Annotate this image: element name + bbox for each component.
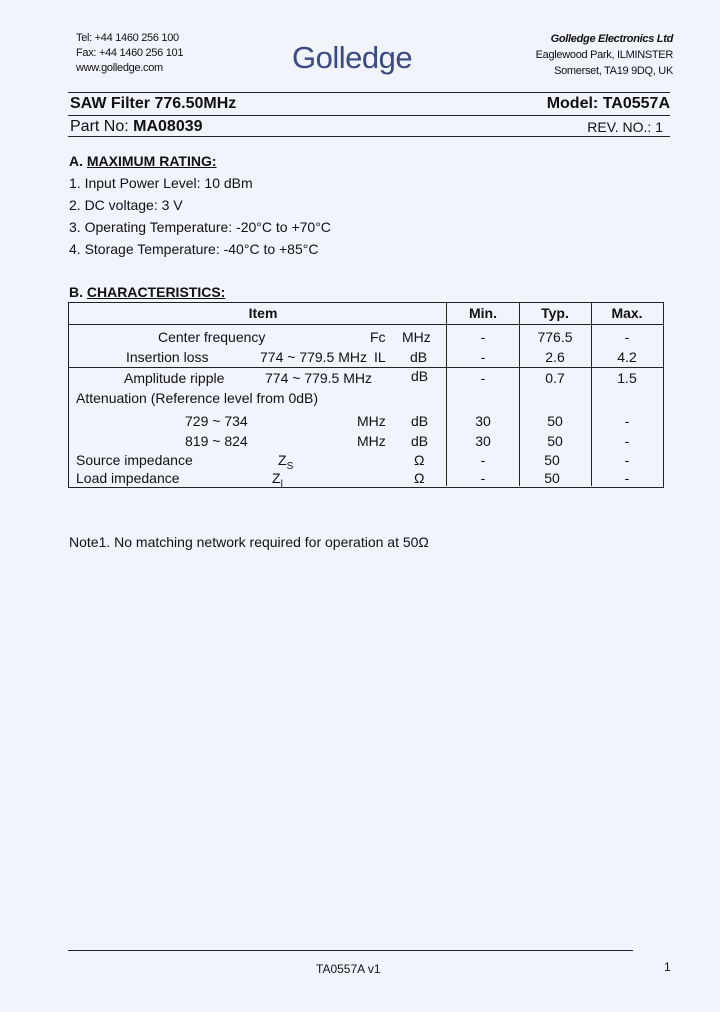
- row-insertion-typ: 2.6: [545, 349, 565, 365]
- header-typ: Typ.: [541, 305, 569, 321]
- header-top-rule: [68, 92, 670, 93]
- row-ripple-typ: 0.7: [545, 370, 565, 386]
- row-att1-max: -: [624, 413, 630, 429]
- rating-item: 2. DC voltage: 3 V: [69, 197, 183, 213]
- part-value: MA08039: [133, 118, 203, 135]
- row-center-typ: 776.5: [537, 329, 573, 345]
- footer-doc-id: TA0557A v1: [316, 962, 381, 976]
- row-insertion-max: 4.2: [617, 349, 637, 365]
- table-col-divider: [446, 302, 447, 486]
- row-load-unit: Ω: [414, 470, 425, 486]
- row-att2-range: 819 ~ 824: [185, 433, 248, 449]
- row-insertion-name: Insertion loss: [126, 349, 209, 365]
- row-source-unit: Ω: [414, 452, 425, 468]
- row-source-symbol: $Z_S$: [278, 452, 294, 472]
- rating-item: 4. Storage Temperature: -40°C to +85°C: [69, 241, 319, 257]
- note-text: Note1. No matching network required for operation at 50Ω: [69, 534, 429, 550]
- row-load-min: -: [480, 470, 486, 486]
- row-insertion-cond: 774 ~ 779.5 MHz: [260, 349, 368, 365]
- row-ripple-cond: 774 ~ 779.5 MHz: [265, 370, 373, 386]
- section-a-heading: A. MAXIMUM RATING:: [69, 153, 217, 169]
- row-att2-max: -: [624, 433, 630, 449]
- row-att1-typ: 50: [547, 413, 563, 429]
- header-min: Min.: [469, 305, 497, 321]
- row-insertion-min: -: [480, 349, 486, 365]
- section-b-heading: B. CHARACTERISTICS:: [69, 284, 226, 300]
- contact-block: [76, 31, 183, 76]
- row-load-max: -: [624, 470, 630, 486]
- row-att2-unit: dB: [411, 433, 429, 449]
- row-att2-typ: 50: [547, 433, 563, 449]
- model-number: Model: TA0557A: [546, 95, 670, 112]
- row-insertion-symbol: IL: [374, 349, 386, 365]
- row-center-name: Center frequency: [158, 329, 266, 345]
- company-address-1: Eaglewood Park, ILMINSTER: [535, 49, 673, 61]
- contact-tel: Tel: +44 1460 256 100: [76, 32, 179, 44]
- company-name: Golledge Electronics Ltd: [550, 33, 673, 45]
- golledge-logo: Golledge: [292, 40, 413, 75]
- table-col-divider: [519, 302, 520, 486]
- contact-fax: Fax: +44 1460 256 101: [76, 47, 184, 59]
- row-att1-range: 729 ~ 734: [185, 413, 248, 429]
- table-row-rule: [68, 367, 663, 368]
- row-center-min: -: [480, 329, 486, 345]
- footer-page-number: 1: [664, 960, 671, 974]
- revision-number: REV. NO.: 1: [587, 119, 663, 135]
- header-item: Item: [248, 305, 278, 321]
- company-address-2: Somerset, TA19 9DQ, UK: [554, 65, 673, 77]
- row-att2-mhz: MHz: [357, 433, 386, 449]
- row-ripple-unit: dB: [411, 368, 429, 384]
- product-title: SAW Filter 776.50MHz: [70, 95, 237, 112]
- row-source-typ: 50: [544, 452, 560, 468]
- company-block: [536, 31, 673, 79]
- model-value: TA0557A: [602, 95, 670, 112]
- row-att2-min: 30: [475, 433, 491, 449]
- row-ripple-max: 1.5: [617, 370, 637, 386]
- row-att1-mhz: MHz: [357, 413, 386, 429]
- row-source-name: Source impedance: [76, 452, 193, 468]
- header-max: Max.: [611, 305, 643, 321]
- footer-rule: [68, 950, 633, 951]
- row-insertion-unit: dB: [410, 349, 428, 365]
- header-bottom-rule: [68, 136, 670, 137]
- max-rating-list: [69, 172, 331, 260]
- row-att1-min: 30: [475, 413, 491, 429]
- row-source-min: -: [480, 452, 486, 468]
- row-source-max: -: [624, 452, 630, 468]
- row-load-name: Load impedance: [76, 470, 180, 486]
- part-number: Part No: MA08039: [70, 118, 203, 135]
- row-center-max: -: [624, 329, 630, 345]
- row-center-unit: MHz: [402, 329, 431, 345]
- row-load-typ: 50: [544, 470, 560, 486]
- table-col-divider: [591, 302, 592, 486]
- row-att1-unit: dB: [411, 413, 429, 429]
- row-attenuation-name: Attenuation (Reference level from 0dB): [76, 390, 319, 406]
- row-center-symbol: Fc: [370, 329, 386, 345]
- contact-web: www.golledge.com: [76, 62, 163, 74]
- table-header-rule: [68, 324, 663, 325]
- rating-item: 3. Operating Temperature: -20°C to +70°C: [69, 219, 331, 235]
- row-load-symbol: $Z_l$: [272, 470, 283, 490]
- row-ripple-min: -: [480, 370, 486, 386]
- row-ripple-name: Amplitude ripple: [124, 370, 225, 386]
- rating-item: 1. Input Power Level: 10 dBm: [69, 175, 253, 191]
- header-mid-rule: [68, 115, 670, 116]
